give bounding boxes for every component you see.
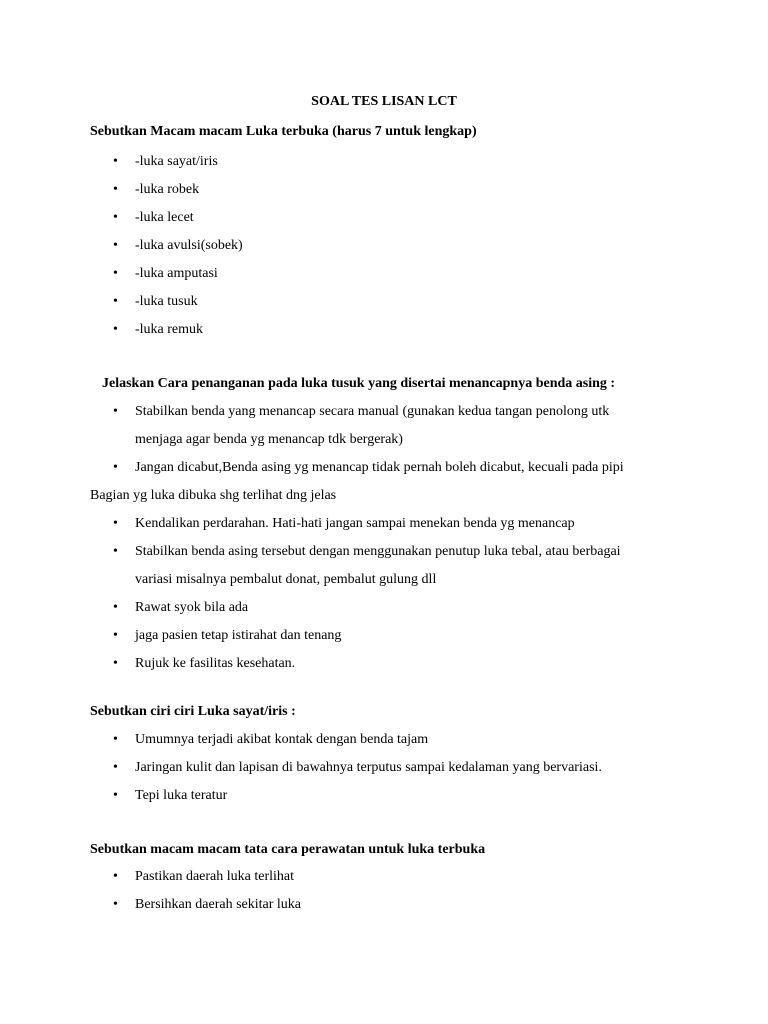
bullet-icon: • (113, 897, 118, 912)
section-4-list (90, 863, 690, 919)
list-item: • Rujuk ke fasilitas kesehatan. (90, 650, 690, 678)
list-item: • Jangan dicabut,Benda asing yg menancap tidak pernah boleh dicabut, kecuali pada pipi Bagian yg luka dibuka shg terlihat dng jelas (90, 454, 690, 510)
list-item: • jaga pasien tetap istirahat dan tenang (90, 622, 690, 650)
list-item: • -luka avulsi(sobek) (90, 232, 690, 260)
list-item: • -luka sayat/iris (90, 148, 690, 176)
bullet-icon: • (113, 760, 118, 775)
bullet-icon: • (113, 294, 118, 309)
bullet-icon: • (113, 154, 118, 169)
bullet-icon: • (113, 788, 118, 803)
list-item: • -luka remuk (90, 316, 690, 344)
list-item: • Bersihkan daerah sekitar luka (90, 891, 690, 919)
bullet-icon: • (113, 869, 118, 884)
section-3-list (90, 726, 690, 810)
section-2-list (90, 398, 690, 678)
list-item: • Jaringan kulit dan lapisan di bawahnya terputus sampai kedalaman yang bervariasi. (90, 754, 690, 782)
section-2-heading: Jelaskan Cara penanganan pada luka tusuk yang disertai menancapnya benda asing : (102, 376, 616, 391)
section-4-heading: Sebutkan macam macam tata cara perawatan untuk luka terbuka (90, 842, 486, 857)
section-1-heading: Sebutkan Macam macam Luka terbuka (harus 7 untuk lengkap) (90, 124, 477, 139)
list-item: • Stabilkan benda asing tersebut dengan menggunakan penutup luka tebal, atau berbagai variasi misalnya pembalut donat, pembalut gulung dll (90, 538, 690, 594)
list-item: • -luka amputasi (90, 260, 690, 288)
bullet-icon: • (113, 182, 118, 197)
bullet-icon: • (113, 656, 118, 671)
list-item: • -luka lecet (90, 204, 690, 232)
bullet-icon: • (113, 628, 118, 643)
bullet-icon: • (113, 322, 118, 337)
section-1-list (90, 148, 690, 344)
list-item: • -luka tusuk (90, 288, 690, 316)
bullet-icon: • (113, 544, 118, 559)
list-item: • -luka robek (90, 176, 690, 204)
section-3-heading: Sebutkan ciri ciri Luka sayat/iris : (90, 704, 296, 719)
list-item: • Tepi luka teratur (90, 782, 690, 810)
bullet-icon: • (113, 600, 118, 615)
list-item: • Rawat syok bila ada (90, 594, 690, 622)
list-item: • Stabilkan benda yang menancap secara manual (gunakan kedua tangan penolong utk menjaga agar benda yg menancap tdk bergerak) (90, 398, 690, 454)
bullet-icon: • (113, 238, 118, 253)
bullet-icon: • (113, 516, 118, 531)
list-item: • Umumnya terjadi akibat kontak dengan benda tajam (90, 726, 690, 754)
list-item: • Pastikan daerah luka terlihat (90, 863, 690, 891)
bullet-icon: • (113, 732, 118, 747)
bullet-icon: • (113, 210, 118, 225)
bullet-icon: • (113, 266, 118, 281)
list-item: • Kendalikan perdarahan. Hati-hati jangan sampai menekan benda yg menancap (90, 510, 690, 538)
bullet-icon: • (113, 460, 118, 475)
bullet-icon: • (113, 404, 118, 419)
document-title: SOAL TES LISAN LCT (311, 94, 457, 109)
